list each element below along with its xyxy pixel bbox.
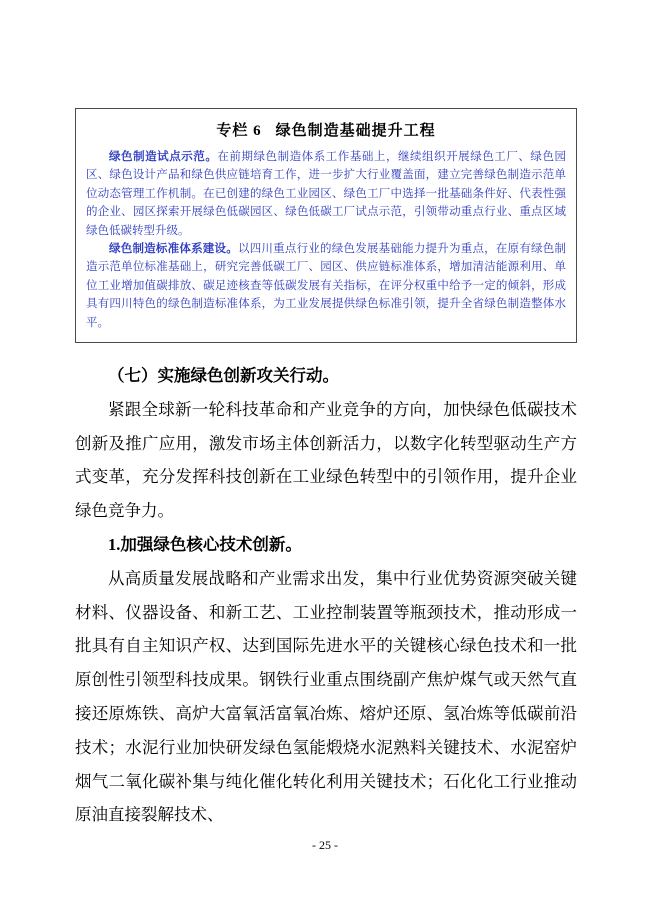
page-number: - 25 - bbox=[312, 838, 338, 852]
callout-paragraph-lead: 绿色制造标准体系建设。 bbox=[109, 242, 238, 255]
callout-title-text: 绿色制造基础提升工程 bbox=[275, 123, 436, 139]
callout-title-label: 专栏 6 bbox=[216, 123, 262, 139]
callout-paragraph-lead: 绿色制造试点示范。 bbox=[109, 151, 218, 163]
section-heading: 1.加强绿色核心技术创新。 bbox=[108, 534, 302, 554]
callout-paragraph bbox=[86, 240, 566, 332]
callout-paragraph-text: 以四川重点行业的绿色发展基础能力提升为重点，在原有绿色制造示范单位标准基础上，研究完善低碳工厂、园区、供应链标准体系，增加清洁能源利用、单位工业增加值碳排放、碳足迹核查等低碳发展有关指标，在评分权重中给予一定的倾斜，形成具有四川特色的绿色制造标准体系，为工业发展提供绿色标准引领，提升全省绿色制造整体水平。 bbox=[86, 242, 567, 329]
page-content bbox=[75, 108, 577, 832]
callout-body bbox=[86, 148, 566, 332]
callout-paragraph-text: 在前期绿色制造体系工作基础上，继续组织开展绿色工厂、绿色园区、绿色设计产品和绿色供应链培育工作，进一步扩大行业覆盖面，建立完善绿色制造示范单位动态管理工作机制。在已创建的绿色工业园区、绿色工厂中选择一批基础条件好、代表性强的企业、园区探索开展绿色低碳园区、绿色低碳工厂试点示范，引领带动重点行业、重点区域绿色低碳转型升级。 bbox=[86, 151, 567, 237]
callout-title bbox=[86, 119, 566, 140]
body-paragraph: 从高质量发展战略和产业需求出发，集中行业优势资源突破关键材料、仪器设备、和新工艺、工业控制装置等瓶颈技术，推动形成一批具有自主知识产权、达到国际先进水平的关键核心绿色技术和一批原创性引领型科技成果。钢铁行业重点围绕副产焦炉煤气或天然气直接还原炼铁、高炉大富氧活富氧冶炼、熔炉还原、氢冶炼等低碳前沿技术；水泥行业加快研发绿色氢能煅烧水泥熟料关键技术、水泥窑炉烟气二氧化碳补集与纯化催化转化利用关键技术；石化化工行业推动原油直接裂解技术、 bbox=[75, 568, 577, 825]
body-paragraph: 紧跟全球新一轮科技革命和产业竞争的方向，加快绿色低碳技术创新及推广应用，激发市场主体创新活力，以数字化转型驱动生产方式变革，充分发挥科技创新在工业绿色转型中的引领作用，提升企业绿色竞争力。 bbox=[75, 399, 577, 521]
section-heading: （七）实施绿色创新攻关行动。 bbox=[108, 365, 339, 385]
body-text bbox=[75, 359, 577, 832]
callout-box bbox=[75, 108, 577, 343]
callout-paragraph bbox=[86, 148, 566, 240]
